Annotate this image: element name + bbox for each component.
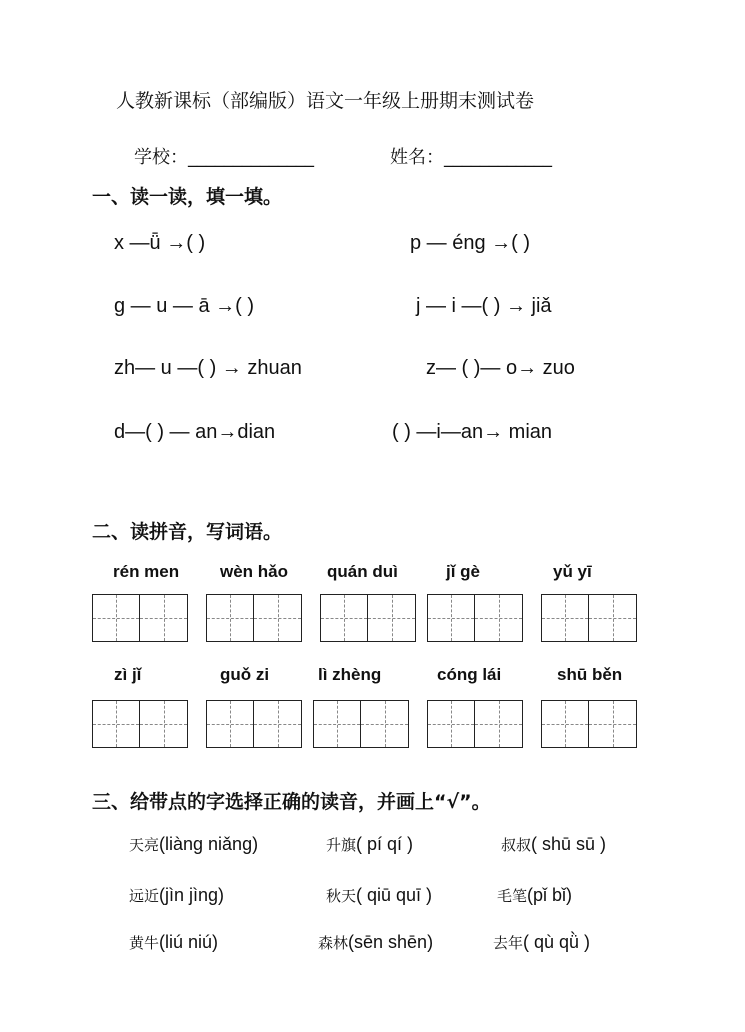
pinyin-label: guǒ zi — [220, 665, 270, 684]
pinyin-row: ( ) —i—an→ mian — [392, 421, 553, 443]
pinyin-row: p — éng →( ) — [410, 232, 531, 254]
writing-grid[interactable] — [541, 700, 637, 748]
choice-item[interactable] — [326, 834, 413, 855]
grid-cell[interactable] — [361, 700, 409, 748]
writing-grid[interactable] — [92, 594, 188, 642]
pinyin-label: yǔ yī — [553, 562, 592, 581]
word: 叔叔 — [501, 836, 532, 854]
grid-cell[interactable] — [541, 594, 589, 642]
writing-grid[interactable] — [541, 594, 637, 642]
writing-grid[interactable] — [427, 700, 523, 748]
word: 森林 — [318, 934, 349, 952]
section3-heading: 三、给带点的字选择正确的读音，并画上“√”。 — [92, 791, 491, 813]
section1-heading: 一、读一读，填一填。 — [92, 186, 283, 208]
word: 天亮 — [129, 836, 160, 854]
pinyin-label: quán duì — [327, 562, 398, 581]
pinyin-options: ( qiū quī ) — [356, 885, 433, 905]
grid-cell[interactable] — [589, 700, 637, 748]
word: 黄牛 — [129, 934, 160, 952]
grid-cell[interactable] — [140, 700, 188, 748]
choice-item[interactable] — [501, 834, 606, 855]
grid-cell[interactable] — [254, 594, 302, 642]
grid-cell[interactable] — [589, 594, 637, 642]
pinyin-row: zh— u —( ) → zhuan — [114, 357, 302, 379]
pinyin-label: lì zhèng — [318, 665, 382, 684]
grid-cell[interactable] — [313, 700, 361, 748]
section2-heading: 二、读拼音，写词语。 — [92, 521, 283, 543]
grid-cell[interactable] — [320, 594, 368, 642]
writing-grid[interactable] — [313, 700, 409, 748]
pinyin-options: (jìn jìng) — [159, 885, 225, 905]
word: 秋天 — [326, 887, 357, 905]
writing-grid[interactable] — [206, 700, 302, 748]
choice-item[interactable] — [129, 932, 218, 953]
writing-grid[interactable] — [320, 594, 416, 642]
choice-item[interactable] — [129, 834, 258, 855]
pinyin-options: ( qù qǜ ) — [523, 932, 591, 952]
grid-cell[interactable] — [427, 594, 475, 642]
pinyin-options: (liú niú) — [159, 932, 219, 952]
writing-grid[interactable] — [206, 594, 302, 642]
choice-item[interactable] — [318, 932, 433, 953]
pinyin-label: jǐ gè — [446, 562, 481, 581]
pinyin-row: z— ( )— o→ zuo — [426, 357, 575, 379]
choice-item[interactable] — [493, 932, 590, 953]
writing-grid[interactable] — [427, 594, 523, 642]
grid-cell[interactable] — [92, 700, 140, 748]
choice-item[interactable] — [326, 885, 432, 906]
pinyin-label: zì jǐ — [114, 665, 142, 684]
pinyin-label: rén men — [113, 562, 180, 581]
pinyin-options: (pǐ bǐ) — [527, 885, 573, 905]
pinyin-options: (sēn shēn) — [348, 932, 434, 952]
grid-cell[interactable] — [475, 594, 523, 642]
pinyin-label: cóng lái — [437, 665, 502, 684]
pinyin-row: g — u — ā →( ) — [114, 295, 255, 317]
name-label: 姓名：____________ — [390, 147, 552, 168]
pinyin-row: x —ǖ →( ) — [114, 232, 206, 254]
grid-cell[interactable] — [206, 594, 254, 642]
choice-item[interactable] — [497, 885, 572, 906]
pinyin-row: d—( ) — an→dian — [114, 421, 276, 443]
writing-grid[interactable] — [92, 700, 188, 748]
pinyin-options: (liàng niǎng) — [159, 834, 259, 854]
word: 毛笔 — [497, 887, 528, 905]
pinyin-options: ( pí qí ) — [356, 834, 414, 854]
pinyin-label: wèn hǎo — [220, 562, 289, 581]
word: 远近 — [129, 887, 160, 905]
pinyin-options: ( shū sū ) — [531, 834, 607, 854]
choice-item[interactable] — [129, 885, 224, 906]
school-label: 学校：______________ — [134, 147, 314, 168]
grid-cell[interactable] — [541, 700, 589, 748]
pinyin-row: j — i —( ) → jiǎ — [416, 295, 552, 317]
word: 去年 — [493, 934, 524, 952]
grid-cell[interactable] — [254, 700, 302, 748]
grid-cell[interactable] — [140, 594, 188, 642]
page-title: 人教新课标（部编版）语文一年级上册期末测试卷 — [116, 90, 535, 112]
grid-cell[interactable] — [368, 594, 416, 642]
pinyin-label: shū běn — [557, 665, 623, 684]
grid-cell[interactable] — [427, 700, 475, 748]
grid-cell[interactable] — [475, 700, 523, 748]
grid-cell[interactable] — [92, 594, 140, 642]
grid-cell[interactable] — [206, 700, 254, 748]
word: 升旗 — [326, 836, 357, 854]
